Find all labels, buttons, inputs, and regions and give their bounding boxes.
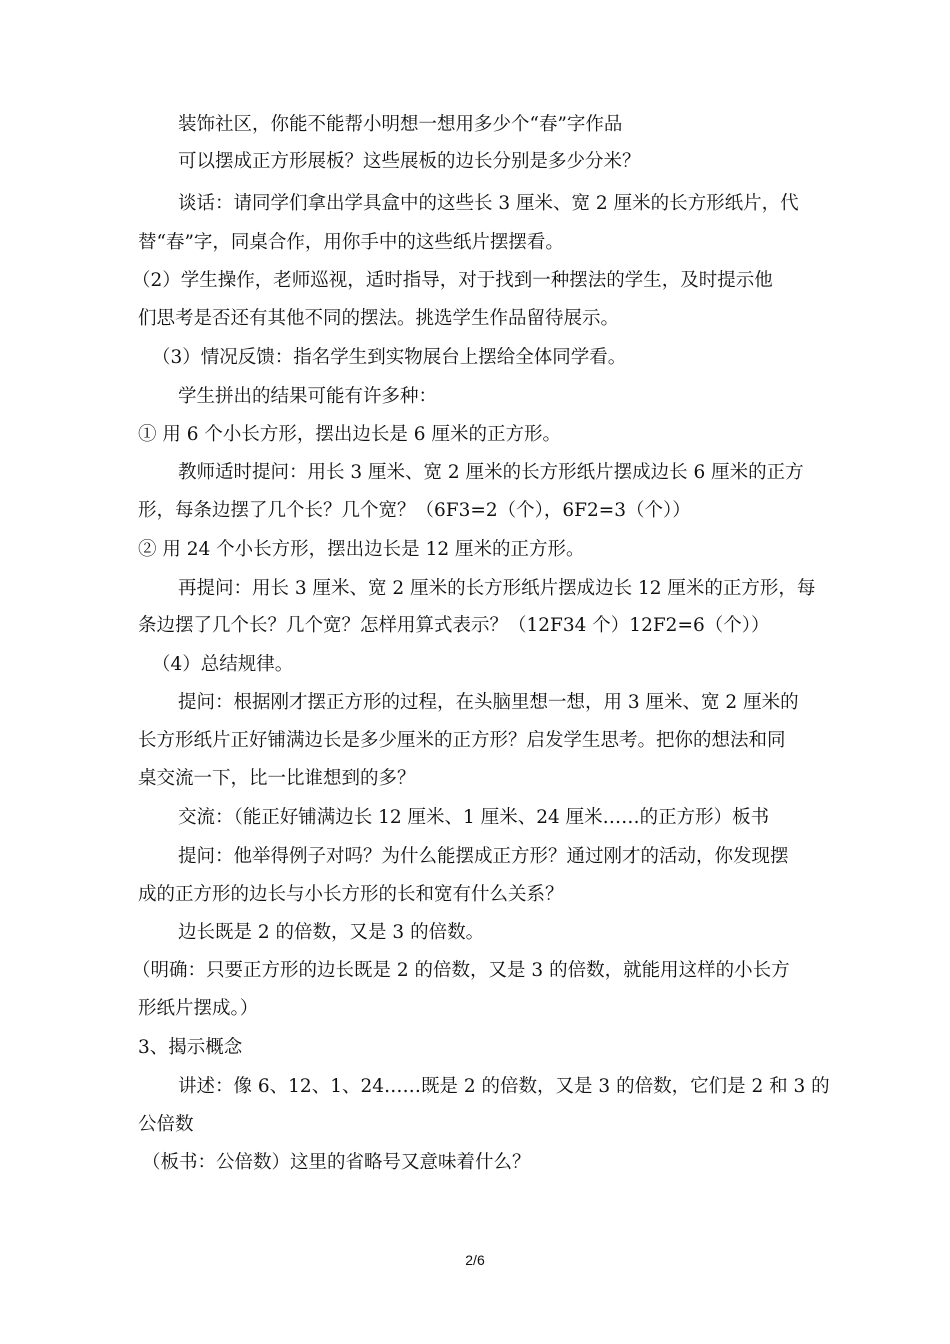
text-line-2: 可以摆成正方形展板？这些展板的边长分别是多少分米？ [178,151,641,172]
text-line-13: 再提问：用长 3 厘米、宽 2 厘米的长方形纸片摆成边长 12 厘米的正方形，每 [178,578,816,599]
text-line-17: 长方形纸片正好铺满边长是多少厘米的正方形？启发学生思考。把你的想法和同 [138,730,786,751]
text-line-7: （3）情况反馈：指名学生到实物展台上摆给全体同学看。 [152,347,627,368]
text-line-20: 提问：他举得例子对吗？为什么能摆成正方形？通过刚才的活动，你发现摆 [178,846,789,867]
text-line-6: 们思考是否还有其他不同的摆法。挑选学生作品留待展示。 [138,308,620,329]
page-number: 2/6 [465,1252,485,1268]
text-line-21: 成的正方形的边长与小长方形的长和宽有什么关系？ [138,884,564,905]
text-line-19: 交流：（能正好铺满边长 12 厘米、1 厘米、24 厘米……的正方形）板书 [178,807,770,828]
text-line-25: 3、揭示概念 [138,1037,243,1058]
text-line-12: ② 用 24 个小长方形，摆出边长是 12 厘米的正方形。 [138,539,585,560]
text-line-11: 形，每条边摆了几个长？几个宽？（6F3=2（个），6F2=3（个）） [138,500,691,521]
text-line-15: （4）总结规律。 [152,654,294,675]
text-line-8: 学生拼出的结果可能有许多种： [178,386,438,407]
text-line-26: 讲述：像 6、12、1、24……既是 2 的倍数，又是 3 的倍数，它们是 2 和 3 的 [178,1076,830,1097]
text-line-23: （明确：只要正方形的边长既是 2 的倍数，又是 3 的倍数，就能用这样的小长方 [132,960,790,981]
text-line-10: 教师适时提问：用长 3 厘米、宽 2 厘米的长方形纸片摆成边长 6 厘米的正方 [178,462,804,483]
text-line-14: 条边摆了几个长？几个宽？怎样用算式表示？（12F34 个）12F2=6（个）） [138,615,770,636]
text-line-27: 公倍数 [138,1114,194,1135]
text-line-9: ① 用 6 个小长方形，摆出边长是 6 厘米的正方形。 [138,424,561,445]
text-line-18: 桌交流一下，比一比谁想到的多？ [138,768,416,789]
text-line-28: （板书：公倍数）这里的省略号又意味着什么？ [142,1152,531,1173]
text-line-1: 装饰社区，你能不能帮小明想一想用多少个“春”字作品 [178,114,623,135]
text-line-24: 形纸片摆成。） [138,998,259,1019]
text-line-16: 提问：根据刚才摆正方形的过程，在头脑里想一想，用 3 厘米、宽 2 厘米的 [178,692,799,713]
text-line-22: 边长既是 2 的倍数，又是 3 的倍数。 [178,922,485,943]
text-line-3: 谈话：请同学们拿出学具盒中的这些长 3 厘米、宽 2 厘米的长方形纸片，代 [178,193,799,214]
text-line-4: 替“春”字，同桌合作，用你手中的这些纸片摆摆看。 [138,232,564,253]
text-line-5: （2）学生操作，老师巡视，适时指导，对于找到一种摆法的学生，及时提示他 [132,270,773,291]
